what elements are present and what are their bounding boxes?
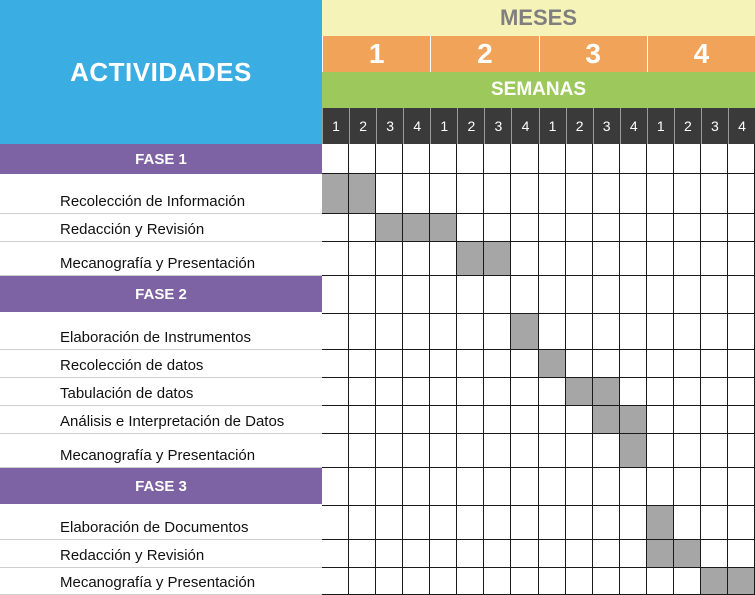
grid-cell (376, 378, 403, 406)
grid-cell (566, 468, 593, 506)
week-cell: 3 (701, 108, 728, 144)
grid-cell (511, 350, 538, 378)
grid-cell (539, 378, 566, 406)
grid-cell (376, 434, 403, 468)
grid-cell (647, 214, 674, 242)
grid-cell (511, 174, 538, 214)
activity-label: Elaboración de Instrumentos (0, 314, 322, 350)
grid-cell (674, 174, 701, 214)
grid-cell (674, 568, 701, 595)
grid-cell (511, 276, 538, 314)
grid-cell (701, 314, 728, 350)
grid-cell (620, 378, 647, 406)
scheduled-cell (593, 378, 620, 406)
grid-cell (539, 314, 566, 350)
grid-cell (376, 174, 403, 214)
grid-cell (322, 568, 349, 595)
grid-cell (674, 406, 701, 434)
grid-cell (566, 314, 593, 350)
grid-cell (566, 540, 593, 568)
grid-cell (430, 350, 457, 378)
activities-header: ACTIVIDADES (0, 0, 322, 144)
grid-cell (593, 540, 620, 568)
grid-cell (322, 378, 349, 406)
grid-cell (620, 174, 647, 214)
grid-cell (430, 174, 457, 214)
grid-cell (349, 506, 376, 540)
grid-cell (457, 434, 484, 468)
activity-label: Mecanografía y Presentación (0, 242, 322, 276)
grid-cell (647, 434, 674, 468)
grid-cell (539, 276, 566, 314)
grid-cell (701, 144, 728, 174)
grid-cell (728, 144, 755, 174)
activity-label: Tabulación de datos (0, 378, 322, 406)
grid-cell (322, 314, 349, 350)
grid-cell (566, 406, 593, 434)
grid-cell (376, 242, 403, 276)
month-cell-2: 2 (430, 36, 538, 72)
grid-cell (322, 144, 349, 174)
grid-cell (457, 378, 484, 406)
grid-cell (701, 350, 728, 378)
grid-cell (484, 144, 511, 174)
grid-cell (457, 276, 484, 314)
grid-cell (566, 350, 593, 378)
activity-label: Recolección de Información (0, 174, 322, 214)
grid-cell (457, 214, 484, 242)
grid-cell (430, 568, 457, 595)
scheduled-cell (349, 174, 376, 214)
grid-cell (403, 506, 430, 540)
week-cell: 2 (457, 108, 484, 144)
grid-cell (728, 314, 755, 350)
grid-cell (349, 314, 376, 350)
scheduled-cell (484, 242, 511, 276)
grid-cell (620, 214, 647, 242)
grid-cell (539, 144, 566, 174)
grid-cell (403, 568, 430, 595)
grid-cell (484, 468, 511, 506)
grid-cell (349, 378, 376, 406)
grid-cell (593, 242, 620, 276)
grid-cell (457, 506, 484, 540)
grid-cell (728, 350, 755, 378)
grid-cell (511, 144, 538, 174)
scheduled-cell (376, 214, 403, 242)
grid-cell (539, 406, 566, 434)
grid-cell (484, 434, 511, 468)
scheduled-cell (430, 214, 457, 242)
week-cell: 4 (620, 108, 647, 144)
grid-cell (566, 214, 593, 242)
grid-cell (376, 568, 403, 595)
grid-cell (647, 174, 674, 214)
grid-cell (322, 214, 349, 242)
grid-cell (430, 540, 457, 568)
grid-cell (593, 434, 620, 468)
month-cell-1: 1 (322, 36, 430, 72)
grid-cell (403, 406, 430, 434)
grid-cell (728, 276, 755, 314)
grid-cell (430, 314, 457, 350)
scheduled-cell (322, 174, 349, 214)
grid-cell (511, 468, 538, 506)
grid-cell (430, 378, 457, 406)
grid-cell (457, 468, 484, 506)
grid-cell (349, 434, 376, 468)
grid-cell (620, 350, 647, 378)
grid-cell (403, 468, 430, 506)
grid-cell (484, 350, 511, 378)
grid-cell (322, 540, 349, 568)
grid-cell (430, 506, 457, 540)
month-cell-4: 4 (647, 36, 755, 72)
scheduled-cell (511, 314, 538, 350)
grid-cell (457, 568, 484, 595)
grid-cell (376, 314, 403, 350)
week-cell: 1 (322, 108, 349, 144)
grid-cell (701, 468, 728, 506)
grid-cell (457, 174, 484, 214)
grid-cell (511, 506, 538, 540)
grid-cell (403, 242, 430, 276)
grid-cell (701, 242, 728, 276)
grid-cell (566, 144, 593, 174)
grid-cell (701, 506, 728, 540)
grid-cell (647, 314, 674, 350)
scheduled-cell (403, 214, 430, 242)
grid-cell (349, 214, 376, 242)
grid-cell (484, 276, 511, 314)
grid-cell (539, 506, 566, 540)
grid-cell (593, 468, 620, 506)
grid-cell (620, 540, 647, 568)
grid-cell (430, 468, 457, 506)
grid-cell (349, 276, 376, 314)
grid-cell (728, 174, 755, 214)
grid-cell (647, 406, 674, 434)
grid-cell (593, 144, 620, 174)
grid-cell (674, 242, 701, 276)
grid-cell (728, 378, 755, 406)
grid-cell (539, 174, 566, 214)
scheduled-cell (457, 242, 484, 276)
grid-cell (566, 174, 593, 214)
grid-cell (701, 214, 728, 242)
grid-cell (349, 568, 376, 595)
week-cell: 2 (674, 108, 701, 144)
grid-cell (620, 144, 647, 174)
grid-cell (674, 144, 701, 174)
grid-cell (511, 406, 538, 434)
grid-cell (593, 568, 620, 595)
grid-cell (403, 434, 430, 468)
grid-cell (403, 144, 430, 174)
month-cell-3: 3 (539, 36, 647, 72)
grid-cell (484, 314, 511, 350)
grid-cell (647, 568, 674, 595)
grid-cell (701, 174, 728, 214)
grid-cell (511, 214, 538, 242)
grid-cell (647, 378, 674, 406)
grid-cell (349, 242, 376, 276)
grid-cell (701, 540, 728, 568)
grid-cell (728, 434, 755, 468)
grid-cell (701, 406, 728, 434)
grid-cell (403, 276, 430, 314)
activity-label: Análisis e Interpretación de Datos (0, 406, 322, 434)
grid-cell (484, 506, 511, 540)
scheduled-cell (593, 406, 620, 434)
grid-cell (457, 314, 484, 350)
grid-cell (430, 144, 457, 174)
grid-cell (728, 406, 755, 434)
grid-cell (322, 276, 349, 314)
phase-header: FASE 2 (0, 276, 322, 312)
grid-cell (403, 174, 430, 214)
grid-cell (484, 406, 511, 434)
grid-cell (728, 540, 755, 568)
week-cell: 1 (647, 108, 674, 144)
scheduled-cell (728, 568, 755, 595)
activity-label: Redacción y Revisión (0, 214, 322, 242)
activity-label: Redacción y Revisión (0, 540, 322, 568)
grid-cell (674, 378, 701, 406)
scheduled-cell (701, 568, 728, 595)
grid-cell (566, 242, 593, 276)
grid-cell (539, 242, 566, 276)
grid-cell (430, 406, 457, 434)
grid-cell (728, 242, 755, 276)
grid-cell (457, 144, 484, 174)
grid-cell (701, 378, 728, 406)
grid-cell (484, 214, 511, 242)
grid-cell (539, 468, 566, 506)
grid-cell (376, 276, 403, 314)
grid-cell (593, 350, 620, 378)
phase-header: FASE 1 (0, 144, 322, 174)
grid-cell (376, 506, 403, 540)
grid-cell (701, 276, 728, 314)
grid-cell (674, 434, 701, 468)
activity-label: Mecanografía y Presentación (0, 568, 322, 595)
grid-cell (539, 540, 566, 568)
grid-cell (539, 214, 566, 242)
grid-cell (349, 540, 376, 568)
grid-cell (430, 276, 457, 314)
grid-cell (647, 350, 674, 378)
grid-cell (728, 214, 755, 242)
grid-cell (701, 434, 728, 468)
scheduled-cell (620, 406, 647, 434)
week-cell: 2 (566, 108, 593, 144)
grid-cell (403, 378, 430, 406)
grid-cell (322, 242, 349, 276)
scheduled-cell (647, 540, 674, 568)
grid-cell (430, 242, 457, 276)
grid-cell (376, 406, 403, 434)
week-cell: 2 (349, 108, 376, 144)
grid-cell (322, 350, 349, 378)
grid-cell (457, 540, 484, 568)
scheduled-cell (566, 378, 593, 406)
grid-cell (403, 314, 430, 350)
activity-label: Elaboración de Documentos (0, 506, 322, 540)
grid-cell (620, 242, 647, 276)
grid-cell (566, 506, 593, 540)
activity-label: Mecanografía y Presentación (0, 434, 322, 468)
week-cell: 3 (484, 108, 511, 144)
grid-cell (349, 350, 376, 378)
grid-cell (511, 540, 538, 568)
grid-cell (457, 350, 484, 378)
grid-cell (674, 276, 701, 314)
weeks-header: SEMANAS (322, 72, 755, 108)
grid-cell (593, 276, 620, 314)
months-header: MESES (322, 0, 755, 36)
grid-cell (511, 434, 538, 468)
week-cell: 4 (403, 108, 430, 144)
grid-cell (620, 314, 647, 350)
grid-cell (511, 568, 538, 595)
grid-cell (647, 468, 674, 506)
grid-cell (376, 144, 403, 174)
grid-cell (620, 568, 647, 595)
scheduled-cell (647, 506, 674, 540)
grid-cell (457, 406, 484, 434)
grid-cell (674, 468, 701, 506)
grid-cell (566, 276, 593, 314)
grid-cell (728, 506, 755, 540)
grid-cell (511, 378, 538, 406)
week-cell: 1 (539, 108, 566, 144)
grid-cell (674, 506, 701, 540)
grid-cell (430, 434, 457, 468)
grid-cell (376, 350, 403, 378)
grid-cell (620, 468, 647, 506)
grid-cell (566, 434, 593, 468)
grid-cell (593, 314, 620, 350)
grid-cell (349, 144, 376, 174)
grid-cell (349, 406, 376, 434)
grid-cell (539, 568, 566, 595)
grid-cell (593, 214, 620, 242)
scheduled-cell (539, 350, 566, 378)
grid-cell (728, 468, 755, 506)
grid-cell (349, 468, 376, 506)
grid-cell (566, 568, 593, 595)
grid-cell (484, 540, 511, 568)
grid-cell (620, 276, 647, 314)
grid-cell (403, 350, 430, 378)
grid-cell (322, 406, 349, 434)
grid-cell (674, 314, 701, 350)
grid-cell (647, 144, 674, 174)
activity-label: Recolección de datos (0, 350, 322, 378)
grid-cell (322, 468, 349, 506)
grid-cell (539, 434, 566, 468)
grid-cell (403, 540, 430, 568)
week-cell: 1 (430, 108, 457, 144)
grid-cell (647, 242, 674, 276)
grid-cell (484, 568, 511, 595)
grid-cell (593, 174, 620, 214)
scheduled-cell (674, 540, 701, 568)
week-cell: 3 (376, 108, 403, 144)
grid-cell (322, 506, 349, 540)
week-cell: 4 (511, 108, 538, 144)
grid-cell (511, 242, 538, 276)
grid-cell (376, 468, 403, 506)
grid-cell (484, 174, 511, 214)
grid-cell (484, 378, 511, 406)
grid-cell (593, 506, 620, 540)
grid-cell (322, 434, 349, 468)
week-cell: 3 (593, 108, 620, 144)
week-cell: 4 (728, 108, 755, 144)
phase-header: FASE 3 (0, 468, 322, 504)
grid-cell (674, 214, 701, 242)
scheduled-cell (620, 434, 647, 468)
grid-cell (376, 540, 403, 568)
grid-cell (674, 350, 701, 378)
grid-cell (620, 506, 647, 540)
grid-cell (647, 276, 674, 314)
